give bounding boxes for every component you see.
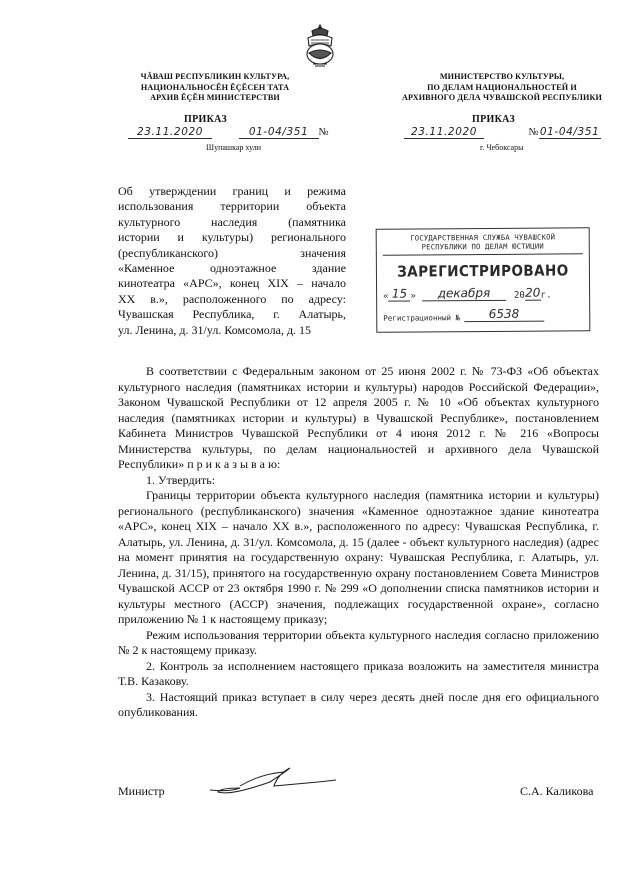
paragraph: 1. Утвердить: xyxy=(146,472,216,487)
stamp-year-prefix: 20 xyxy=(513,290,525,301)
title-line: XX в.», расположенного по адресу: xyxy=(118,291,346,306)
doc-type-left: ПРИКАЗ xyxy=(184,114,227,125)
paragraph: 3. Настоящий приказ вступает в силу через десять дней после дня его официального опубликования. xyxy=(118,689,599,719)
document-body xyxy=(118,364,599,721)
title-line: Чувашская Республика, г. Алатырь, xyxy=(118,307,346,322)
header-right-line: АРХИВНОГО ДЕЛА ЧУВАШСКОЙ РЕСПУБЛИКИ xyxy=(402,93,602,102)
registration-stamp xyxy=(376,227,591,332)
stamp-year-suffix: 20 xyxy=(525,285,541,300)
handwritten-date-right: 23.11.2020 xyxy=(410,126,478,138)
stamp-day: 15 xyxy=(391,286,408,301)
header-right-line: ПО ДЕЛАМ НАЦИОНАЛЬНОСТЕЙ И xyxy=(427,82,577,92)
stamp-year-end: г. xyxy=(540,290,552,301)
stamp-reg-number: 6538 xyxy=(488,306,520,321)
handwritten-number-right: 01-04/351 xyxy=(539,126,600,138)
paragraph: Режим использования территории объекта культурного наследия согласно приложению № 2 к настоящему приказу. xyxy=(118,627,599,657)
header-right-org xyxy=(396,72,608,104)
number-sign-left: № xyxy=(318,127,329,138)
header-left-org xyxy=(124,72,306,104)
title-line: «Каменное одноэтажное здание xyxy=(118,261,346,276)
date-number-right xyxy=(404,126,604,142)
stamp-quote-close: » xyxy=(410,291,416,302)
place-left: Шупашкар хули xyxy=(206,143,261,152)
signatory-name: С.А. Каликова xyxy=(520,784,594,798)
title-line: ул. Ленина, д. 31/ул. Комсомола, д. 15 xyxy=(118,322,312,337)
title-line: использования территории объекта xyxy=(118,199,346,214)
stamp-registration xyxy=(383,306,583,322)
title-line: кинотеатра «АРС», конец XIX – начало xyxy=(118,276,346,291)
signature-icon xyxy=(200,762,340,802)
paragraph: В соответствии с Федеральным законом от 25 июня 2002 г. № 73-ФЗ «Об объектах культурного наследия (памятниках истории и культуры) народов Российской Федерации», Законом Чувашской Республики от 12 апреля 2005 г. № 10 «Об объектах культурного наследия (памятниках истории и культуры) в Чувашской Республике», постановлением Кабинета Министров Чувашской Республики от 4 июня 2012 г. № 216 «Вопросы Министерства культуры, по делам национальностей и архивного дела Чувашской Республики» п р и к а з ы в а ю: xyxy=(118,364,599,471)
stamp-line1: ГОСУДАРСТВЕННАЯ СЛУЖБА ЧУВАШСКОЙ xyxy=(410,232,556,243)
document-title xyxy=(118,184,346,338)
title-line: Об утверждении границ и режима xyxy=(118,184,346,198)
emblem-icon xyxy=(302,22,338,68)
header-left-line: ЧĂВАШ РЕСПУБЛИКИН КУЛЬТУРА, xyxy=(140,72,290,81)
signatory-position: Министр xyxy=(118,784,165,798)
stamp-status: ЗАРЕГИСТРИРОВАНО xyxy=(397,261,569,281)
header-left-line: АРХИВ ĔÇĔН МИНИСТЕРСТВИ xyxy=(150,93,280,102)
doc-type-right: ПРИКАЗ xyxy=(472,114,515,125)
title-line: культурного наследия (памятника xyxy=(118,214,346,229)
header-left-line: НАЦИОНАЛЬНОСĔН ĔÇĔСЕН ТАТА xyxy=(140,82,290,92)
stamp-reg-label: Регистрационный № xyxy=(383,313,461,323)
title-line: истории и культуры) регионального xyxy=(118,230,346,245)
title-line: (республиканского) значения xyxy=(118,245,346,260)
handwritten-date-left: 23.11.2020 xyxy=(136,126,204,138)
stamp-date xyxy=(383,285,583,301)
stamp-month: декабря xyxy=(437,285,491,301)
paragraph: 2. Контроль за исполнением настоящего приказа возложить на заместителя министра Т.В. Казакову. xyxy=(118,658,599,688)
number-sign-right: № xyxy=(528,127,539,138)
place-right: г. Чебоксары xyxy=(480,143,524,152)
handwritten-number-left: 01-04/351 xyxy=(248,126,309,138)
date-number-left xyxy=(128,126,348,142)
paragraph: Границы территории объекта культурного наследия (памятника истории и культуры) регионального (республиканского) значения «Каменное одноэтажное здание кинотеатра «АРС», конец XIX – начало XX в.», расположенного по адресу: Чувашская Республика, г. Алатырь, ул. Ленина, д. 31/ул. Комсомола, д. 15 (далее - объект культурного наследия) (адрес на момент принятия на государственную охрану: Чувашская Республика, г. Алатырь, ул. Ленина, д. 31/15), принятого на государственную охрану постановлением Совета Министров Чувашской АССР от 23 октября 1990 г. № 299 «О дополнении списка памятников истории и культуры местного (АССР) значения, подлежащих государственной охране», согласно приложению № 1 к настоящему приказу; xyxy=(118,488,599,626)
header-right-line: МИНИСТЕРСТВО КУЛЬТУРЫ, xyxy=(439,72,565,81)
stamp-line2: РЕСПУБЛИКИ ПО ДЕЛАМ ЮСТИЦИИ xyxy=(383,241,583,255)
stamp-quote-open: « xyxy=(383,291,389,302)
